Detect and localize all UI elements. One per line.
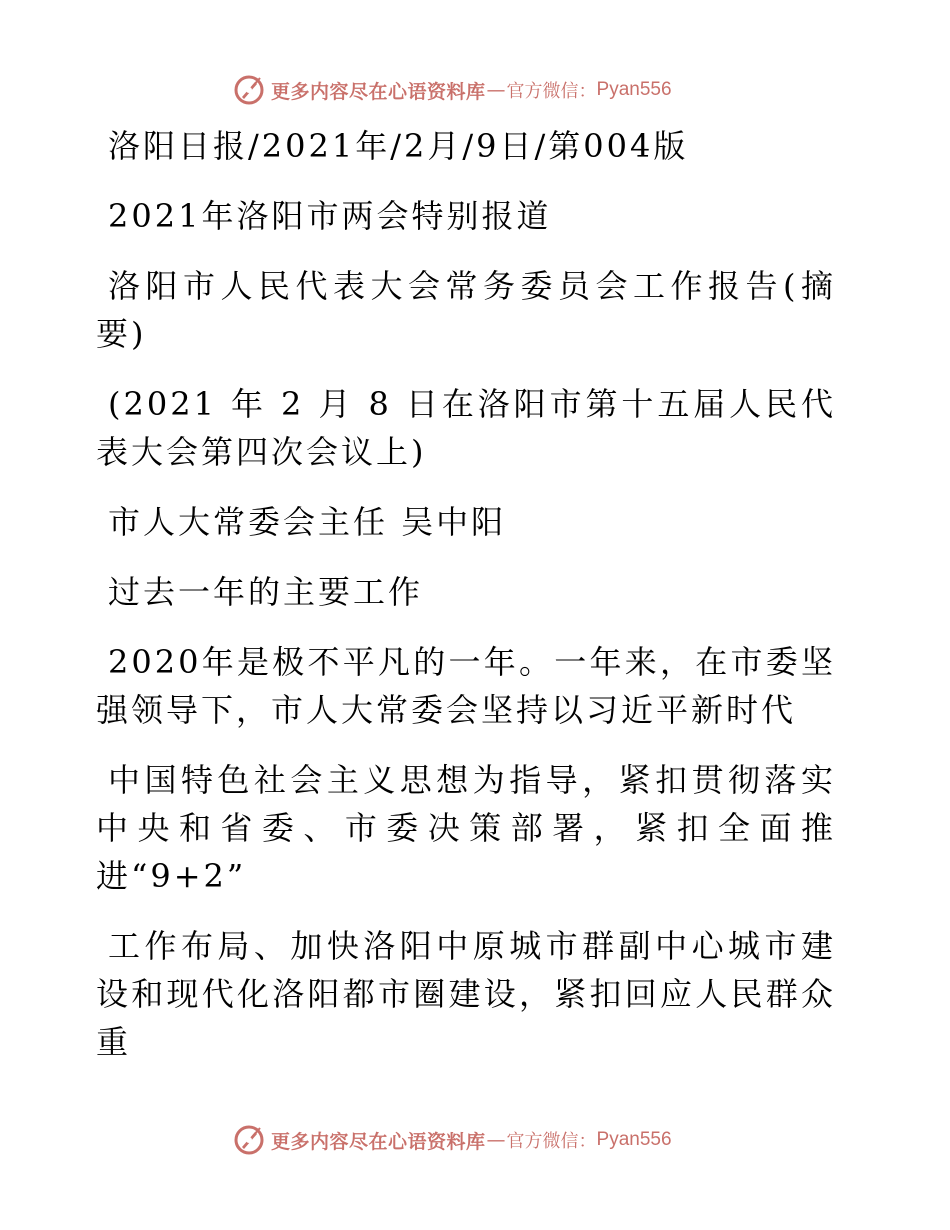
quill-logo-icon	[233, 74, 265, 106]
paragraph-source: 洛阳日报/2021年/2月/9日/第004版	[108, 127, 689, 165]
paragraph-body-1: 2020年是极不平凡的一年。一年来，在市委坚强领导下，市人大常委会坚持以习近平新时代	[96, 643, 836, 729]
watermark-contact-label: 官方微信：	[506, 81, 597, 102]
watermark-dash: —	[486, 1129, 506, 1151]
paragraph-section-title: 2021年洛阳市两会特别报道	[108, 197, 552, 235]
paragraph-meeting-date: (2021 年 2 月 8 日在洛阳市第十五届人民代表大会第四次会议上)	[96, 385, 836, 471]
document-body	[96, 122, 836, 1088]
paragraph-report-title: 洛阳市人民代表大会常务委员会工作报告(摘要)	[96, 267, 836, 353]
paragraph-author: 市人大常委会主任 吴中阳	[108, 503, 507, 541]
watermark-wechat-id: Pyan556	[596, 79, 672, 100]
paragraph-body-2: 中国特色社会主义思想为指导，紧扣贯彻落实中央和省委、市委决策部署，紧扣全面推进“9+2”	[96, 761, 836, 895]
paragraph-heading: 过去一年的主要工作	[108, 573, 424, 611]
watermark-brand: 更多内容尽在心语资料库	[271, 80, 486, 103]
watermark-contact-label: 官方微信：	[506, 1131, 597, 1152]
paragraph-body-3: 工作布局、加快洛阳中原城市群副中心城市建设和现代化洛阳都市圈建设，紧扣回应人民群众重	[96, 927, 836, 1061]
watermark-banner-top	[233, 72, 672, 108]
watermark-banner-bottom	[233, 1122, 672, 1158]
quill-logo-icon	[233, 1124, 265, 1156]
watermark-brand: 更多内容尽在心语资料库	[271, 1130, 486, 1153]
watermark-wechat-id: Pyan556	[596, 1129, 672, 1150]
watermark-dash: —	[486, 79, 506, 101]
